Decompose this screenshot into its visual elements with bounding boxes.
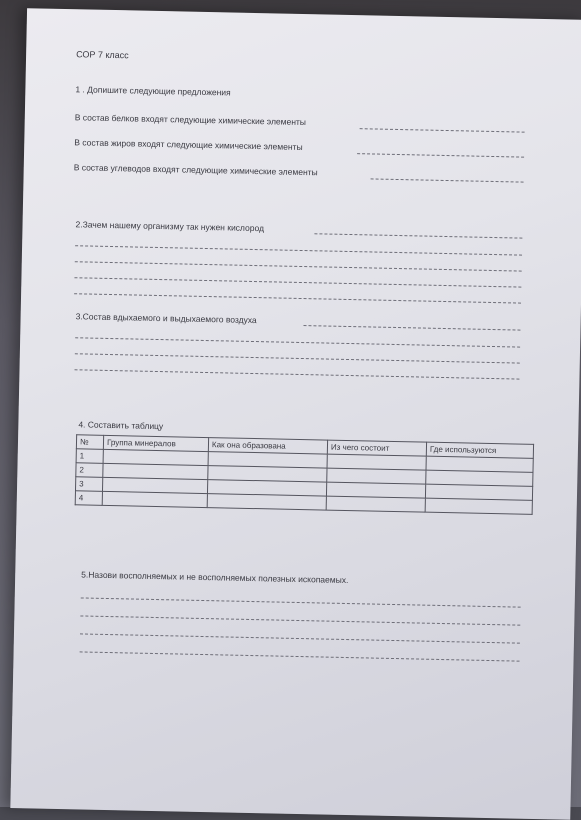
answer-line (80, 651, 520, 661)
table-cell (207, 494, 326, 510)
row-number: 2 (76, 463, 103, 478)
answer-line (371, 178, 524, 182)
answer-line (75, 337, 520, 347)
answer-line (75, 369, 520, 379)
minerals-table (75, 434, 534, 515)
question-1-line-1: В состав белков входят следующие химические элементы (74, 112, 307, 128)
row-number: 1 (76, 449, 103, 464)
table-cell (326, 496, 425, 512)
answer-line (80, 633, 520, 643)
worksheet-title: СОР 7 класс (76, 49, 129, 61)
question-1-title: 1 . Допишите следующие предложения (75, 84, 231, 98)
row-number: 3 (75, 477, 102, 492)
answer-line (74, 293, 521, 303)
question-5-title: 5.Назови восполняемых и не восполняемых полезных ископаемых. (81, 569, 349, 586)
table-cell (425, 498, 532, 514)
table-header-cell: № (76, 435, 103, 450)
answer-line (74, 277, 521, 287)
row-number: 4 (75, 491, 102, 506)
table-header-cell: Из чего состоит (327, 440, 426, 456)
worksheet-page (10, 8, 581, 820)
question-1-line-3: В состав углеводов входят следующие химические элементы (73, 162, 318, 178)
answer-line (303, 325, 520, 331)
answer-line (75, 245, 522, 255)
question-4-title: 4. Составить таблицу (78, 419, 164, 432)
question-2-title: 2.Зачем нашему организму так нужен кислород (75, 219, 265, 234)
answer-line (75, 353, 520, 363)
answer-line (75, 261, 522, 271)
answer-line (357, 153, 524, 157)
answer-line (314, 233, 522, 238)
table-header-cell: Как она образована (208, 438, 327, 454)
table-header-cell: Где используются (426, 442, 533, 458)
answer-line (80, 615, 520, 625)
question-1-line-2: В состав жиров входят следующие химические элементы (74, 137, 303, 152)
table-header-cell: Группа минералов (103, 435, 208, 451)
question-3-title: 3.Состав вдыхаемого и выдыхаемого воздуха (75, 311, 257, 326)
answer-line (81, 597, 521, 607)
table-cell (102, 491, 207, 507)
answer-line (360, 128, 525, 132)
